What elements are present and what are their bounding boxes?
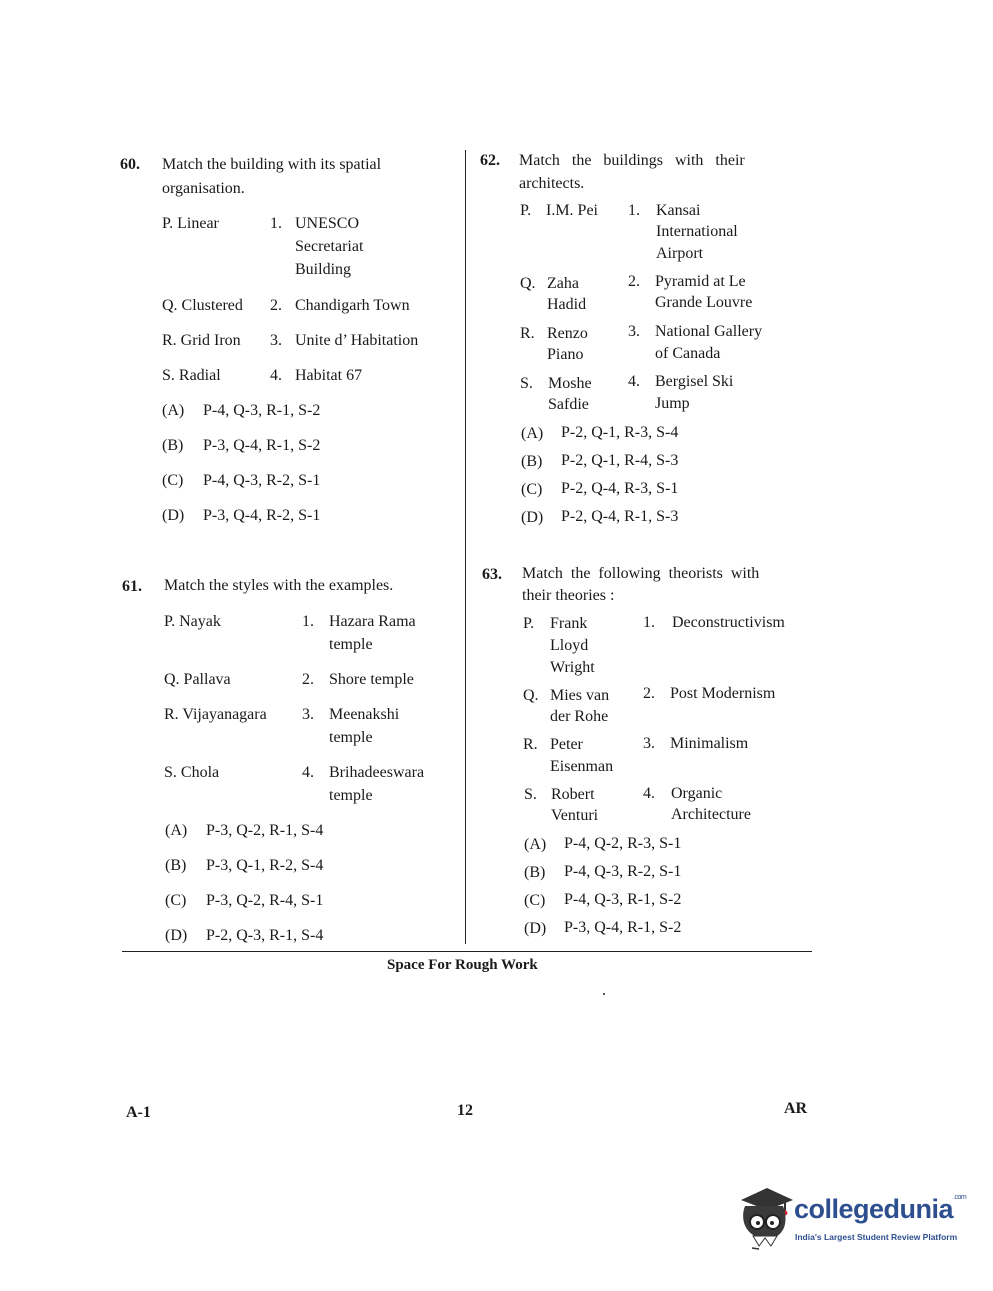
match-right-item: Minimalism (670, 735, 749, 752)
match-right-item: National Gallery (655, 323, 763, 340)
match-right-item: Airport (656, 245, 704, 262)
match-left-item: Eisenman (550, 758, 614, 775)
match-left-item: P. Linear (162, 215, 219, 232)
option-key[interactable]: (D) (165, 927, 188, 944)
match-right-item: Habitat 67 (295, 367, 363, 384)
match-left-key: P. (520, 202, 532, 219)
option-text[interactable]: P-4, Q-3, R-1, S-2 (203, 402, 321, 419)
option-text[interactable]: P-4, Q-3, R-2, S-1 (564, 863, 682, 880)
option-key[interactable]: (A) (162, 402, 185, 419)
option-text[interactable]: P-3, Q-4, R-1, S-2 (203, 437, 321, 454)
match-right-num: 4. (302, 764, 314, 781)
match-left-item: R. Grid Iron (162, 332, 241, 349)
match-right-item: Unite d’ Habitation (295, 332, 419, 349)
question-number: 63. (482, 566, 502, 583)
match-right-item: Grande Louvre (655, 294, 753, 311)
option-key[interactable]: (D) (521, 509, 544, 526)
match-right-num: 1. (628, 202, 640, 219)
option-key[interactable]: (A) (165, 822, 188, 839)
match-right-num: 2. (270, 297, 282, 314)
match-right-num: 2. (628, 273, 640, 290)
collegedunia-logo (737, 1186, 967, 1256)
footer-subject-code: AR (784, 1100, 808, 1117)
match-right-num: 3. (270, 332, 282, 349)
mascot-icon (737, 1186, 793, 1252)
match-left-item: Moshe (548, 375, 592, 392)
match-right-item: temple (329, 729, 373, 746)
match-left-item: Safdie (548, 396, 589, 413)
option-text[interactable]: P-2, Q-1, R-4, S-3 (561, 452, 679, 469)
match-left-key: Q. (520, 275, 536, 292)
question-stem: their theories : (522, 587, 615, 604)
option-text[interactable]: P-3, Q-2, R-4, S-1 (206, 892, 324, 909)
match-left-item: Peter (550, 736, 583, 753)
option-key[interactable]: (D) (524, 920, 547, 937)
match-right-num: 3. (628, 323, 640, 340)
match-right-num: 3. (643, 735, 655, 752)
option-text[interactable]: P-3, Q-4, R-1, S-2 (564, 919, 682, 936)
match-left-item: P. Nayak (164, 613, 221, 630)
match-right-item: Pyramid at Le (655, 273, 746, 290)
match-right-item: UNESCO (295, 215, 360, 232)
logo-suffix: .com (953, 1194, 967, 1201)
match-left-item: Renzo (547, 325, 588, 342)
option-text[interactable]: P-3, Q-2, R-1, S-4 (206, 822, 324, 839)
match-right-item: Shore temple (329, 671, 414, 688)
option-text[interactable]: P-2, Q-3, R-1, S-4 (206, 927, 324, 944)
option-text[interactable]: P-4, Q-3, R-2, S-1 (203, 472, 321, 489)
option-key[interactable]: (D) (162, 507, 185, 524)
match-right-num: 4. (628, 373, 640, 390)
match-right-item: Bergisel Ski (655, 373, 734, 390)
option-text[interactable]: P-4, Q-2, R-3, S-1 (564, 835, 682, 852)
match-left-key: R. (523, 736, 538, 753)
match-right-item: Building (295, 261, 352, 278)
question-stem: Match the following theorists with (522, 565, 760, 582)
match-right-num: 1. (643, 614, 655, 631)
match-right-item: International (656, 223, 738, 240)
option-key[interactable]: (B) (521, 453, 543, 470)
match-left-item: Zaha (547, 275, 579, 292)
match-left-key: P. (523, 615, 535, 632)
option-text[interactable]: P-2, Q-1, R-3, S-4 (561, 424, 679, 441)
option-key[interactable]: (A) (524, 836, 547, 853)
question-number: 60. (120, 156, 140, 173)
question-stem: Match the styles with the examples. (164, 577, 394, 594)
match-left-key: S. (520, 375, 533, 392)
option-text[interactable]: P-4, Q-3, R-1, S-2 (564, 891, 682, 908)
match-right-item: Kansai (656, 202, 701, 219)
question-stem: organisation. (162, 180, 245, 197)
rough-work-label: Space For Rough Work (387, 957, 538, 973)
match-left-item: S. Radial (162, 367, 221, 384)
option-key[interactable]: (C) (165, 892, 187, 909)
column-divider (465, 150, 466, 944)
match-left-item: S. Chola (164, 764, 220, 781)
match-right-item: Hazara Rama (329, 613, 416, 630)
match-right-item: Post Modernism (670, 685, 776, 702)
match-right-num: 2. (643, 685, 655, 702)
match-left-item: Mies van (550, 687, 610, 704)
match-left-item: der Rohe (550, 708, 609, 725)
option-key[interactable]: (C) (524, 892, 546, 909)
match-left-item: Wright (550, 659, 595, 676)
match-right-item: Chandigarh Town (295, 297, 410, 314)
match-left-item: Robert (551, 786, 595, 803)
option-text[interactable]: P-3, Q-4, R-2, S-1 (203, 507, 321, 524)
scan-speck (603, 993, 605, 995)
logo-wordmark (794, 1194, 966, 1225)
option-key[interactable]: (B) (162, 437, 184, 454)
footer-booklet-code: A-1 (126, 1104, 151, 1121)
match-right-item: temple (329, 787, 373, 804)
match-left-item: R. Vijayanagara (164, 706, 267, 723)
match-left-item: Frank (550, 615, 588, 632)
option-text[interactable]: P-3, Q-1, R-2, S-4 (206, 857, 324, 874)
option-key[interactable]: (C) (521, 481, 543, 498)
match-right-item: Jump (655, 395, 690, 412)
logo-name: collegedunia (794, 1194, 954, 1224)
logo-tagline: India's Largest Student Review Platform (795, 1232, 958, 1242)
option-key[interactable]: (A) (521, 425, 544, 442)
match-left-item: Q. Clustered (162, 297, 243, 314)
match-left-item: Piano (547, 346, 584, 363)
option-text[interactable]: P-2, Q-4, R-3, S-1 (561, 480, 679, 497)
option-text[interactable]: P-2, Q-4, R-1, S-3 (561, 508, 679, 525)
footer-page-number: 12 (457, 1102, 473, 1119)
match-right-item: Brihadeeswara (329, 764, 425, 781)
question-stem: Match the buildings with their (519, 152, 745, 169)
question-stem: architects. (519, 175, 585, 192)
match-left-item: Hadid (547, 296, 587, 313)
match-right-num: 4. (643, 785, 655, 802)
match-right-num: 1. (270, 215, 282, 232)
match-left-key: Q. (523, 687, 539, 704)
rough-work-divider (122, 951, 812, 952)
match-right-num: 1. (302, 613, 314, 630)
match-right-item: Secretariat (295, 238, 364, 255)
question-number: 62. (480, 152, 500, 169)
match-left-key: R. (520, 325, 535, 342)
match-right-item: of Canada (655, 345, 721, 362)
match-right-item: Meenakshi (329, 706, 400, 723)
match-left-key: S. (524, 786, 537, 803)
match-left-item: Lloyd (550, 637, 589, 654)
match-right-item: temple (329, 636, 373, 653)
match-left-item: I.M. Pei (546, 202, 598, 219)
option-key[interactable]: (C) (162, 472, 184, 489)
match-left-item: Venturi (551, 807, 599, 824)
match-right-num: 3. (302, 706, 314, 723)
match-left-item: Q. Pallava (164, 671, 231, 688)
match-right-item: Architecture (671, 806, 751, 823)
question-stem: Match the building with its spatial (162, 156, 382, 173)
question-number: 61. (122, 578, 142, 595)
match-right-item: Organic (671, 785, 723, 802)
match-right-item: Deconstructivism (672, 614, 785, 631)
match-right-num: 2. (302, 671, 314, 688)
option-key[interactable]: (B) (524, 864, 546, 881)
match-right-num: 4. (270, 367, 282, 384)
option-key[interactable]: (B) (165, 857, 187, 874)
